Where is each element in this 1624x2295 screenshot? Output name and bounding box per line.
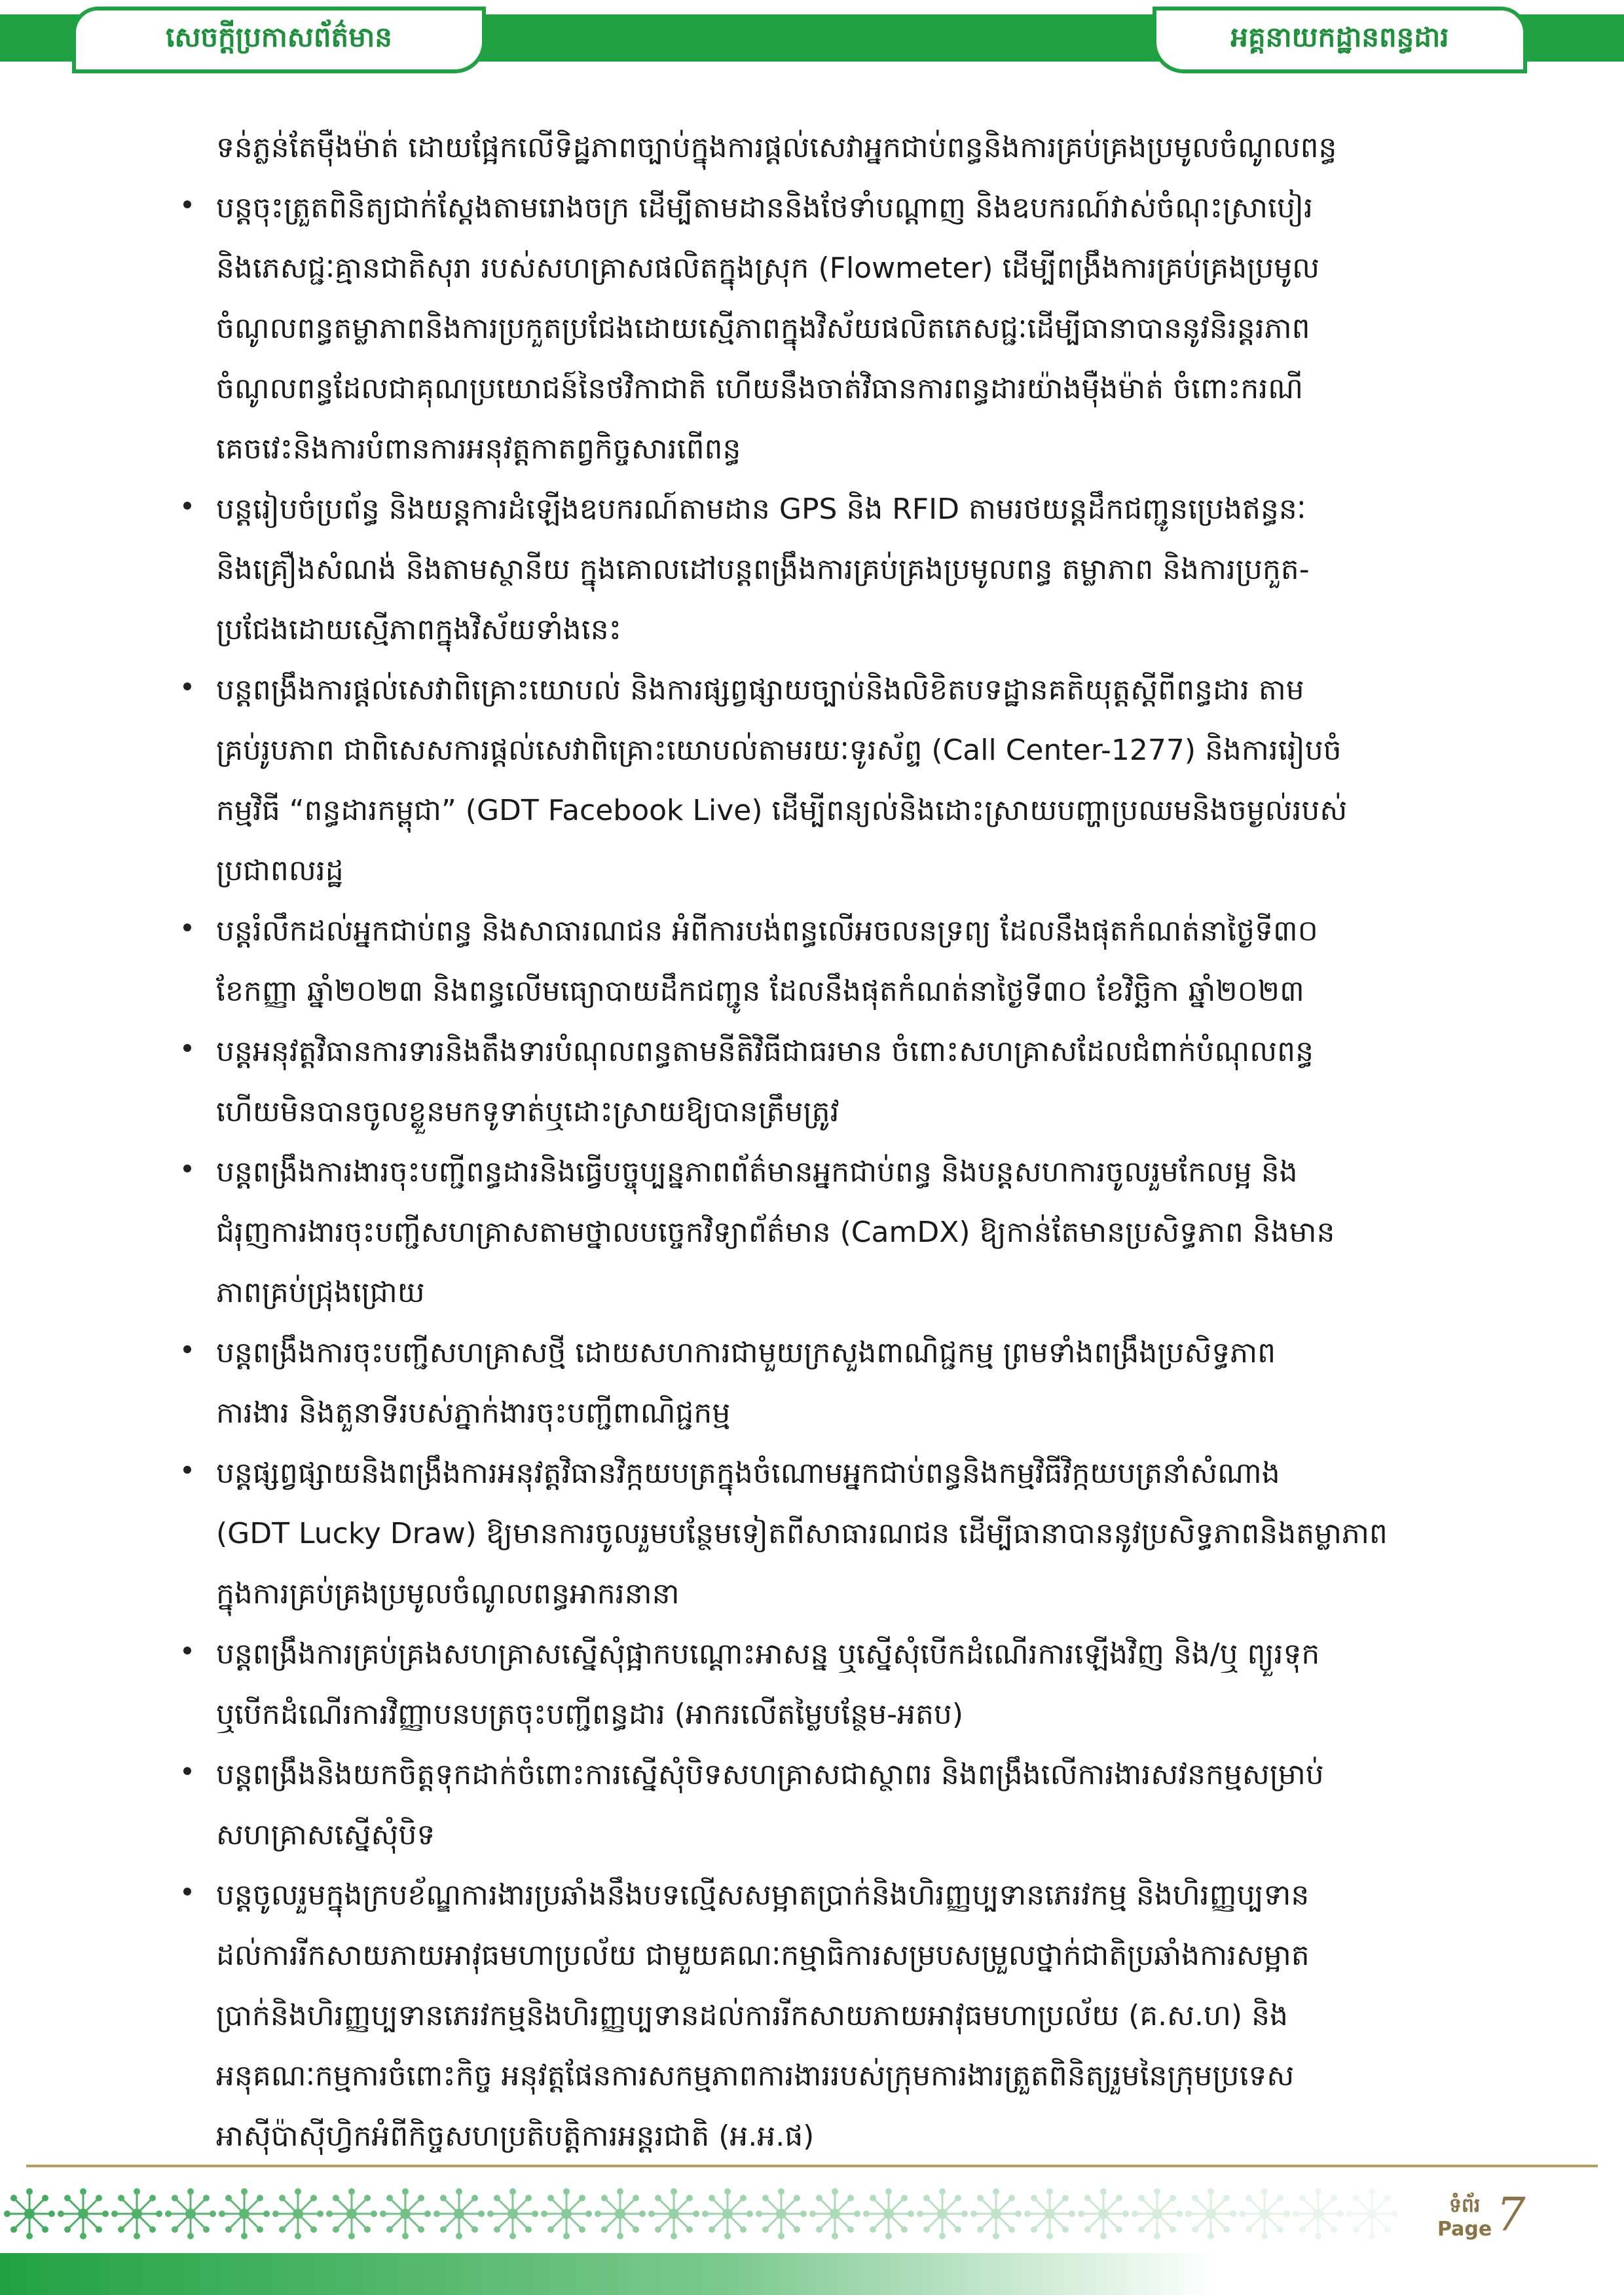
list-item-line: បន្តពង្រឹងការងារចុះបញ្ជីពន្ធដារនិងធ្វើបច្ចុប្បន្នភាពព័ត៌មានអ្នកជាប់ពន្ធ និងបន្តសហការចូលរួមកែលម្អ និង: [216, 1155, 1298, 1189]
ornament-motif-icon: [326, 2188, 377, 2239]
list-item-line: ហើយមិនបានចូលខ្លួនមកទូទាត់ឬដោះស្រាយឱ្យបានត្រឹមត្រូវ: [216, 1095, 840, 1129]
ornament-motif-icon: [756, 2188, 807, 2239]
ornament-motif-icon: [1185, 2188, 1236, 2239]
list-item-line: ប្រជែងដោយស្មើភាពក្នុងវិស័យទាំងនេះ: [216, 613, 621, 646]
list-item-line: សហគ្រាសស្នើសុំបិទ: [216, 1818, 435, 1852]
list-item: [183, 901, 1480, 1022]
bullet-dot-icon: [183, 502, 191, 510]
list-item-line: កម្មវិធី “ពន្ធដារកម្ពុជា” (GDT Facebook Live) ដើម្បីពន្យល់និងដោះស្រាយបញ្ហាប្រឈមនិងចម្ងល់របស់: [216, 794, 1348, 827]
list-item-line: ជំរុញការងារចុះបញ្ជីសហគ្រាសតាមថ្នាលបច្ចេកវិទ្យាព័ត៌មាន (CamDX) ឱ្យកាន់តែមានប្រសិទ្ធភាព និងមាន: [216, 1216, 1335, 1249]
list-item-line: ប្រាក់និងហិរញ្ញប្បទានភេរវកម្មនិងហិរញ្ញប្បទានដល់ការរីកសាយភាយអាវុធមហាប្រល័យ (គ.ស.ហ) និង: [216, 1999, 1288, 2032]
page-label-kh: ទំព័រ: [1449, 2194, 1481, 2217]
ornament-strip-icon: [0, 2178, 1428, 2250]
list-item-line: បន្តផ្សព្វផ្សាយនិងពង្រឹងការអនុវត្តវិធានវិក្កយបត្រក្នុងចំណោមអ្នកជាប់ពន្ធនិងកម្មវិធីវិក្កយបត្រនាំសំណាង: [216, 1457, 1280, 1490]
page-label-en: Page: [1437, 2218, 1492, 2241]
header-left-title: សេចក្តីប្រកាសព័ត៌មាន: [72, 7, 486, 73]
bullet-dot-icon: [183, 924, 191, 931]
ornament-motif-icon: [541, 2188, 592, 2239]
list-item-line: បន្តពង្រឹងការផ្តល់សេវាពិគ្រោះយោបល់ និងការផ្សព្វផ្សាយច្បាប់និងលិខិតបទដ្ឋានគតិយុត្តស្តីពីពន្ធដារ តាម: [216, 673, 1304, 707]
list-item: [183, 479, 1480, 660]
bullet-dot-icon: [183, 682, 191, 690]
list-item-line: បន្តចូលរួមក្នុងក្របខ័ណ្ឌការងារប្រឆាំងនឹងបទល្មើសសម្អាតប្រាក់និងហិរញ្ញប្បទានភេរវកម្ម និងហិរញ្ញប្បទាន: [216, 1878, 1310, 1912]
ornament-motif-icon: [487, 2188, 538, 2239]
list-item: [183, 1323, 1480, 1444]
ornament-motif-icon: [219, 2188, 270, 2239]
list-item: [183, 660, 1480, 901]
bullet-dot-icon: [183, 200, 191, 208]
list-item-line: (GDT Lucky Draw) ឱ្យមានការចូលរួមបន្ថែមទៀតពីសាធារណជន ដើម្បីធានាបាននូវប្រសិទ្ធភាពនិងតម្លាភាព: [216, 1517, 1388, 1550]
document-body: [183, 118, 1480, 2167]
list-item-line: បន្តរំលឹកដល់អ្នកជាប់ពន្ធ និងសាធារណជន អំពីការបង់ពន្ធលើអចលនទ្រព្យ ដែលនឹងផុតកំណត់នាថ្ងៃទី៣០: [216, 914, 1318, 948]
list-item-line: ក្នុងការគ្រប់គ្រងប្រមូលចំណូលពន្ធអាករនានា: [216, 1577, 680, 1611]
list-item-line: ឬបើកដំណើរការវិញ្ញាបនបត្រចុះបញ្ជីពន្ធដារ (អាករលើតម្លៃបន្ថែម-អតប): [216, 1698, 963, 1731]
list-item-line: បន្តរៀបចំប្រព័ន្ធ និងយន្តការដំឡើងឧបករណ៍តាមដាន GPS និង RFID តាមរថយន្តដឹកជញ្ជូនប្រេងឥន្ធនៈ: [216, 493, 1306, 526]
list-item: [183, 178, 1480, 479]
list-item-line: អាស៊ីប៉ាស៊ីហ្វិកអំពីកិច្ចសហប្រតិបត្តិការអន្តរជាតិ (អ.អ.ផ): [216, 2119, 815, 2153]
ornament-motif-icon: [111, 2188, 162, 2239]
list-item-line: បន្តអនុវត្តវិធានការទារនិងតឹងទារបំណុលពន្ធតាមនីតិវិធីជាធរមាន ចំពោះសហគ្រាសដែលជំពាក់បំណុលពន្ធ: [216, 1035, 1314, 1068]
bullet-list: [183, 178, 1480, 2167]
ornament-motif-icon: [863, 2188, 914, 2239]
ornament-motif-icon: [272, 2188, 323, 2239]
list-item-line: និងភេសជ្ជៈគ្មានជាតិសុរា របស់សហគ្រាសផលិតក្នុងស្រុក (Flowmeter) ដើម្បីពង្រឹងការគ្រប់គ្រងប្រមូល: [216, 252, 1320, 285]
list-item: [183, 1745, 1480, 1865]
list-item: [183, 1444, 1480, 1624]
ornament-motif-icon: [1024, 2188, 1075, 2239]
list-item: [183, 1022, 1480, 1142]
ornament-motif-icon: [1346, 2188, 1397, 2239]
list-item-line: ខែកញ្ញា ឆ្នាំ២០២៣ និងពន្ធលើមធ្យោបាយដឹកជញ្ជូន ដែលនឹងផុតកំណត់នាថ្ងៃទី៣០ ខែវិច្ឆិកា ឆ្នាំ២០២៣: [216, 975, 1304, 1008]
list-item-line: ភាពគ្រប់ជ្រុងជ្រោយ: [216, 1276, 425, 1309]
ornament-motif-icon: [1078, 2188, 1129, 2239]
ornament-motif-icon: [917, 2188, 968, 2239]
bullet-dot-icon: [183, 1888, 191, 1895]
list-item-line: ចំណូលពន្ធតម្លាភាពនិងការប្រកួតប្រជែងដោយស្មើភាពក្នុងវិស័យផលិតភេសជ្ជៈដើម្បីធានាបាននូវនិរន្តរភាព: [216, 312, 1310, 345]
ornament-motif-icon: [4, 2188, 55, 2239]
list-item-line: គេចវេះនិងការបំពានការអនុវត្តកាតព្វកិច្ចសារពើពន្ធ: [216, 432, 741, 466]
header-right-title: អគ្គនាយកដ្ឋានពន្ធដារ: [1153, 7, 1527, 73]
page-label: [1437, 2194, 1492, 2241]
ornament-motif-icon: [648, 2188, 699, 2239]
bullet-dot-icon: [183, 1466, 191, 1474]
bullet-dot-icon: [183, 1647, 191, 1654]
ornament-motif-icon: [970, 2188, 1022, 2239]
ornament-motif-icon: [58, 2188, 109, 2239]
ornament-motif-icon: [434, 2188, 485, 2239]
footer-band: [0, 2253, 1624, 2295]
list-item-line: បន្តពង្រឹងការចុះបញ្ជីសហគ្រាសថ្មី ដោយសហការជាមួយក្រសួងពាណិជ្ជកម្ម ព្រមទាំងពង្រឹងប្រសិទ្ធភាព: [216, 1336, 1276, 1370]
list-item-line: ដល់ការរីកសាយភាយអាវុធមហាប្រល័យ ជាមួយគណៈកម្មាធិការសម្របសម្រួលថ្នាក់ជាតិប្រឆាំងការសម្អាត: [216, 1939, 1310, 1972]
list-item-line: និងគ្រឿងសំណង់ និងតាមស្ថានីយ ក្នុងគោលដៅបន្តពង្រឹងការគ្រប់គ្រងប្រមូលពន្ធ តម្លាភាព និងការប្រកួត-: [216, 553, 1310, 586]
bullet-dot-icon: [183, 1165, 191, 1172]
list-item-line: បន្តពង្រឹងការគ្រប់គ្រងសហគ្រាសស្នើសុំផ្អាកបណ្តោះអាសន្ន ឬស្នើសុំបើកដំណើរការឡើងវិញ និង/ឬ ព្យួរទុក: [216, 1637, 1320, 1671]
list-item-line: អនុគណៈកម្មការចំពោះកិច្ច អនុវត្តផែនការសកម្មភាពការងាររបស់ក្រុមការងារត្រួតពិនិត្យរួមនៃក្រុមប្រទេស: [216, 2059, 1295, 2093]
bullet-dot-icon: [183, 1767, 191, 1775]
list-item: [183, 1865, 1480, 2167]
list-item-line: ការងារ និងតួនាទីរបស់ភ្នាក់ងារចុះបញ្ជីពាណិជ្ជកម្ម: [216, 1396, 731, 1430]
ornament-motif-icon: [1132, 2188, 1183, 2239]
list-item-line: គ្រប់រូបភាព ជាពិសេសការផ្តល់សេវាពិគ្រោះយោបល់តាមរយៈទូរស័ព្ទ (Call Center-1277) និងការរៀបចំ: [216, 734, 1342, 767]
bullet-dot-icon: [183, 1345, 191, 1353]
ornament-motif-icon: [595, 2188, 646, 2239]
list-item-line: ប្រជាពលរដ្ឋ: [216, 854, 344, 887]
footer-rule: [26, 2165, 1598, 2167]
page-number: 7: [1496, 2188, 1526, 2241]
continued-line: ទន់ភ្លន់តែម៉ឺងម៉ាត់ ដោយផ្អែកលើទិដ្ឋភាពច្បាប់ក្នុងការផ្តល់សេវាអ្នកជាប់ពន្ធនិងការគ្រប់គ្រងប្រមូលចំណូលពន្ធ: [216, 131, 1337, 164]
ornament-motif-icon: [1293, 2188, 1344, 2239]
list-item-line: បន្តពង្រឹងនិងយកចិត្តទុកដាក់ចំពោះការស្នើសុំបិទសហគ្រាសជាស្ថាពរ និងពង្រឹងលើការងារសវនកម្មសម្រាប់: [216, 1758, 1324, 1791]
ornament-motif-icon: [380, 2188, 431, 2239]
ornament-motif-icon: [1239, 2188, 1290, 2239]
list-item-line: បន្តចុះត្រួតពិនិត្យជាក់ស្តែងតាមរោងចក្រ ដើម្បីតាមដាននិងថែទាំបណ្តាញ និងឧបករណ៍វាស់ចំណុះស្រាបៀរ: [216, 191, 1313, 225]
ornament-motif-icon: [165, 2188, 216, 2239]
ornament-motif-icon: [809, 2188, 860, 2239]
list-item: [183, 1142, 1480, 1323]
list-item-line: ចំណូលពន្ធដែលជាគុណប្រយោជន៍នៃថវិកាជាតិ ហើយនឹងចាត់វិធានការពន្ធដារយ៉ាងម៉ឺងម៉ាត់ ចំពោះករណី: [216, 372, 1303, 405]
bullet-dot-icon: [183, 1044, 191, 1052]
list-item: [183, 1624, 1480, 1745]
ornament-motif-icon: [702, 2188, 753, 2239]
